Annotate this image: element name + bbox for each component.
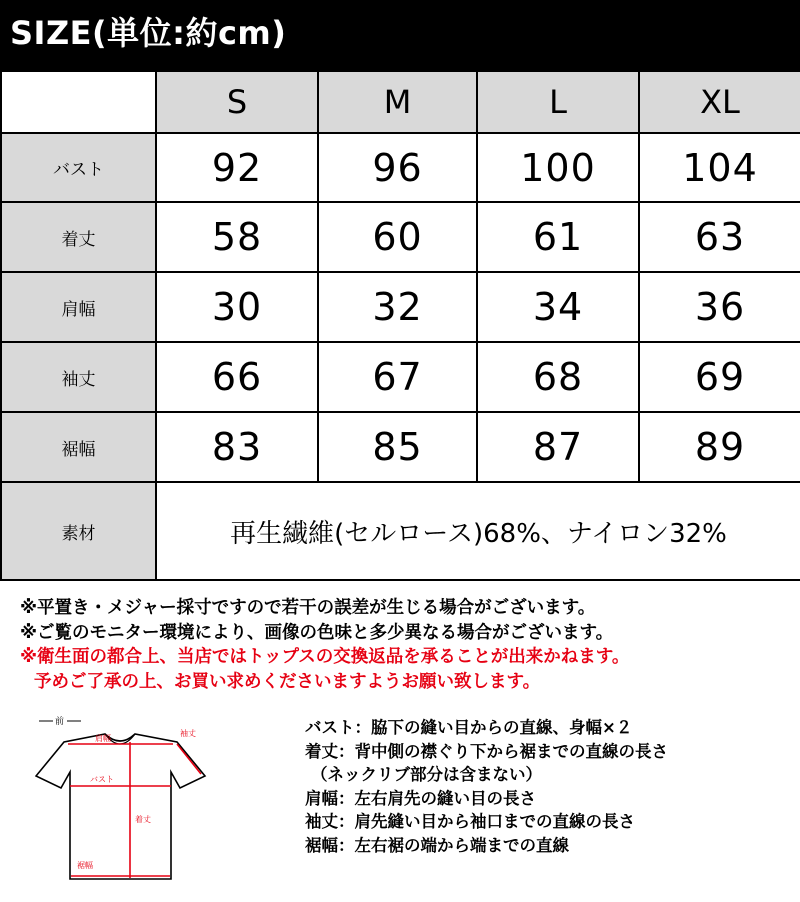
note-line-warning: ※衛生面の都合上、当店ではトップスの交換返品を承ることが出来かねます。 — [20, 647, 630, 667]
title-bar — [0, 0, 800, 70]
definition-line: 裾幅：左右裾の端から端までの直線 — [305, 835, 569, 855]
size-col-s: S — [156, 71, 318, 133]
measurement-definitions — [305, 716, 785, 858]
note-line-warning: 予めご了承の上、お買い求めくださいますようお願い致します。 — [34, 671, 541, 692]
definition-line: バスト：脇下の縫い目からの直線、身幅×２ — [305, 718, 633, 737]
table-cell: 83 — [156, 412, 318, 482]
table-cell: 104 — [639, 133, 800, 202]
row-label-shoulder: 肩幅 — [1, 272, 156, 342]
tshirt-outline — [36, 734, 205, 879]
table-cell: 89 — [639, 412, 800, 482]
note-line: ※ご覧のモニター環境により、画像の色味と多少異なる場合がございます。 — [20, 622, 614, 643]
size-table — [0, 70, 800, 581]
table-cell: 69 — [639, 342, 800, 412]
table-cell: 100 — [477, 133, 639, 202]
shoulder-label: 肩幅 — [95, 734, 111, 743]
size-col-l: L — [477, 71, 639, 133]
table-cell: 66 — [156, 342, 318, 412]
table-row — [1, 412, 800, 482]
page-title: SIZE(単位:約cm) — [10, 14, 287, 52]
table-cell: 36 — [639, 272, 800, 342]
material-row — [1, 482, 800, 580]
size-col-m: M — [318, 71, 477, 133]
table-row — [1, 133, 800, 202]
table-row — [1, 202, 800, 272]
table-cell: 60 — [318, 202, 477, 272]
table-cell: 96 — [318, 133, 477, 202]
table-cell: 63 — [639, 202, 800, 272]
front-label: 前 — [55, 717, 65, 727]
notes — [20, 596, 790, 694]
table-cell: 87 — [477, 412, 639, 482]
material-value: 再生繊維(セルロース)68%、ナイロン32% — [156, 482, 800, 580]
table-row — [1, 342, 800, 412]
table-cell: 32 — [318, 272, 477, 342]
length-label: 着丈 — [135, 815, 151, 824]
table-cell: 34 — [477, 272, 639, 342]
corner-cell — [1, 71, 156, 133]
size-col-xl: XL — [639, 71, 800, 133]
table-cell: 30 — [156, 272, 318, 342]
table-cell: 68 — [477, 342, 639, 412]
table-row — [1, 272, 800, 342]
bust-label: バスト — [90, 775, 114, 784]
size-header-row — [1, 71, 800, 133]
definition-line: 肩幅：左右肩先の縫い目の長さ — [305, 788, 536, 808]
row-label-bust: バスト — [1, 133, 156, 202]
table-cell: 85 — [318, 412, 477, 482]
table-cell: 92 — [156, 133, 318, 202]
definition-line: 着丈：背中側の襟ぐり下から裾までの直線の長さ — [305, 741, 668, 761]
row-label-sleeve: 袖丈 — [1, 342, 156, 412]
row-label-hem: 裾幅 — [1, 412, 156, 482]
table-cell: 61 — [477, 202, 639, 272]
definition-line: （ネックリブ部分は含まない） — [311, 765, 542, 785]
row-label-length: 着丈 — [1, 202, 156, 272]
definition-line: 袖丈：肩先縫い目から袖口までの直線の長さ — [305, 812, 635, 832]
table-cell: 67 — [318, 342, 477, 412]
sleeve-label: 袖丈 — [180, 729, 196, 738]
hem-label: 裾幅 — [77, 861, 93, 870]
tshirt-diagram — [35, 714, 235, 894]
note-line: ※平置き・メジャー採寸ですので若干の誤差が生じる場合がございます。 — [20, 598, 596, 618]
table-cell: 58 — [156, 202, 318, 272]
row-label-material: 素材 — [1, 482, 156, 580]
